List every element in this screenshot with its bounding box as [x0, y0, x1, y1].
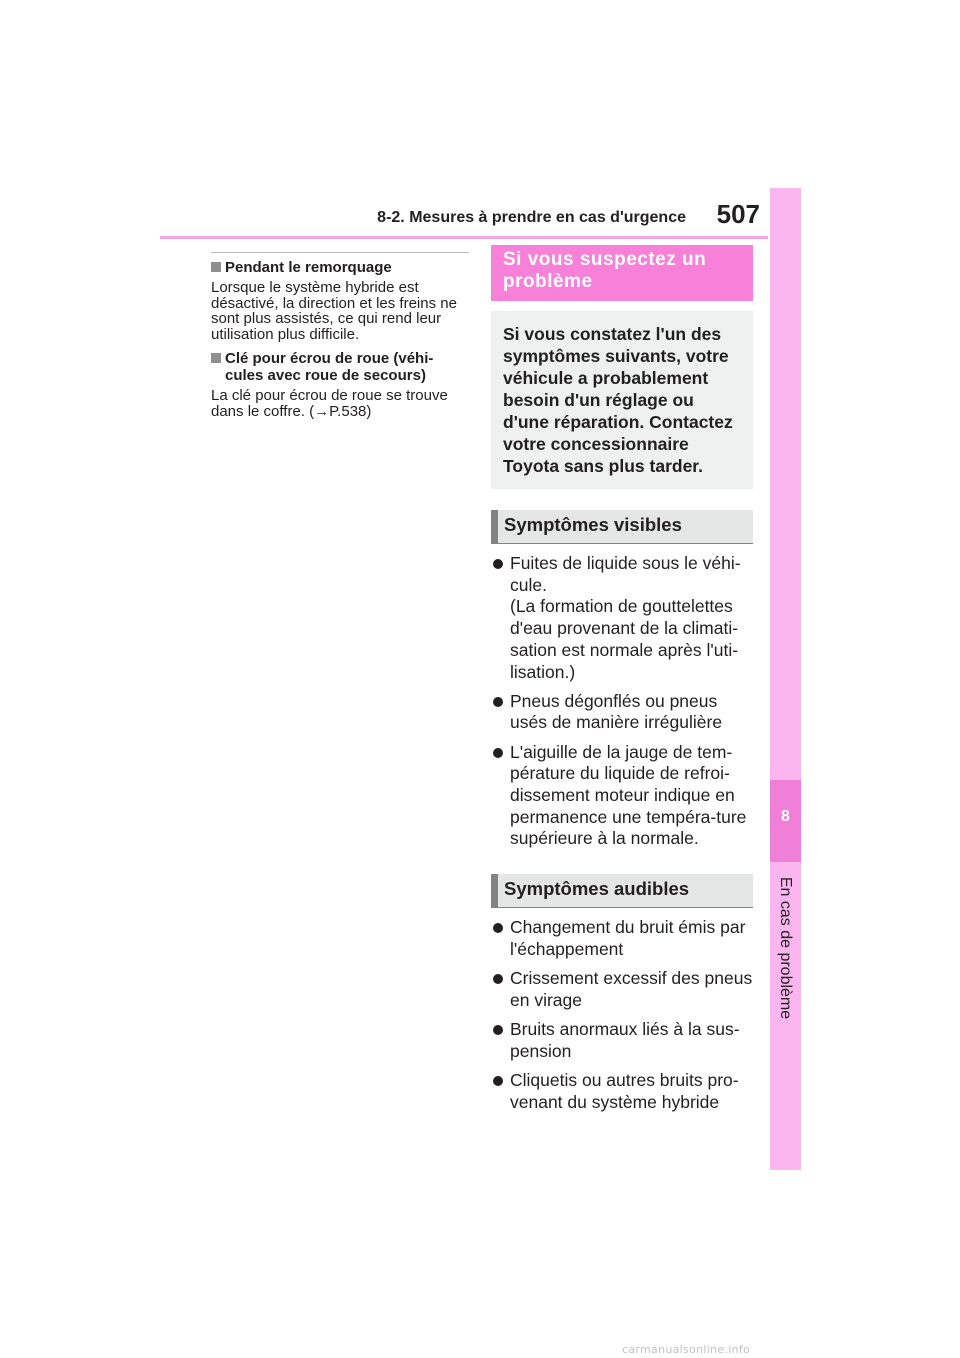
chapter-side-tab [770, 188, 801, 1170]
list-item: Fuites de liquide sous le véhi-cule. (La formation de gouttelettes d'eau provenant de la climati-sation est normale après l'uti-lisation.) [491, 553, 753, 683]
section-title: 8-2. Mesures à prendre en cas d'urgence [377, 209, 686, 226]
right-column [491, 245, 753, 1121]
list-item: Pneus dégonflés ou pneus usés de manière irrégulière [491, 691, 753, 734]
chapter-label: En cas de problème [777, 876, 794, 1020]
footer-watermark: carmanualsonline.info [622, 1343, 751, 1356]
chapter-number-box [770, 780, 801, 862]
audible-symptoms-heading: Symptômes audibles [491, 874, 753, 908]
towing-body: Lorsque le système hybride est désactivé, la direction et les freins ne sont plus assistés, ce qui rend leur utilisation plus difficile. [211, 279, 457, 343]
problem-banner: Si vous suspectez un problème [491, 245, 753, 301]
wheel-wrench-body: La clé pour écrou de roue se trouve dans le coffre. (→P.538) [211, 387, 448, 420]
square-bullet-icon [211, 353, 221, 363]
list-item: Cliquetis ou autres bruits pro-venant du système hybride [491, 1070, 753, 1113]
audible-symptoms-list [491, 917, 753, 1113]
chapter-number: 8 [781, 808, 790, 825]
list-item: L'aiguille de la jauge de tem-pérature du liquide de refroi-dissement moteur indique en permanence une tempéra-ture supérieure à la normale. [491, 742, 753, 851]
list-item: Changement du bruit émis par l'échappement [491, 917, 753, 960]
visible-symptoms-list [491, 553, 753, 850]
towing-heading: Pendant le remorquage [211, 259, 469, 276]
left-column [211, 252, 469, 419]
list-item: Bruits anormaux liés à la sus-pension [491, 1019, 753, 1062]
visible-symptoms-heading: Symptômes visibles [491, 510, 753, 544]
square-bullet-icon [211, 262, 221, 272]
list-item: Crissement excessif des pneus en virage [491, 968, 753, 1011]
page-header [160, 196, 768, 239]
wheel-wrench-heading: Clé pour écrou de roue (véhi-cules avec roue de secours) [211, 350, 469, 384]
page-number: 507 [716, 199, 760, 229]
intro-box: Si vous constatez l'un des symptômes suivants, votre véhicule a probablement besoin d'un réglage ou d'une réparation. Contactez votre concessionnaire Toyota sans plus tarder. [491, 311, 753, 489]
